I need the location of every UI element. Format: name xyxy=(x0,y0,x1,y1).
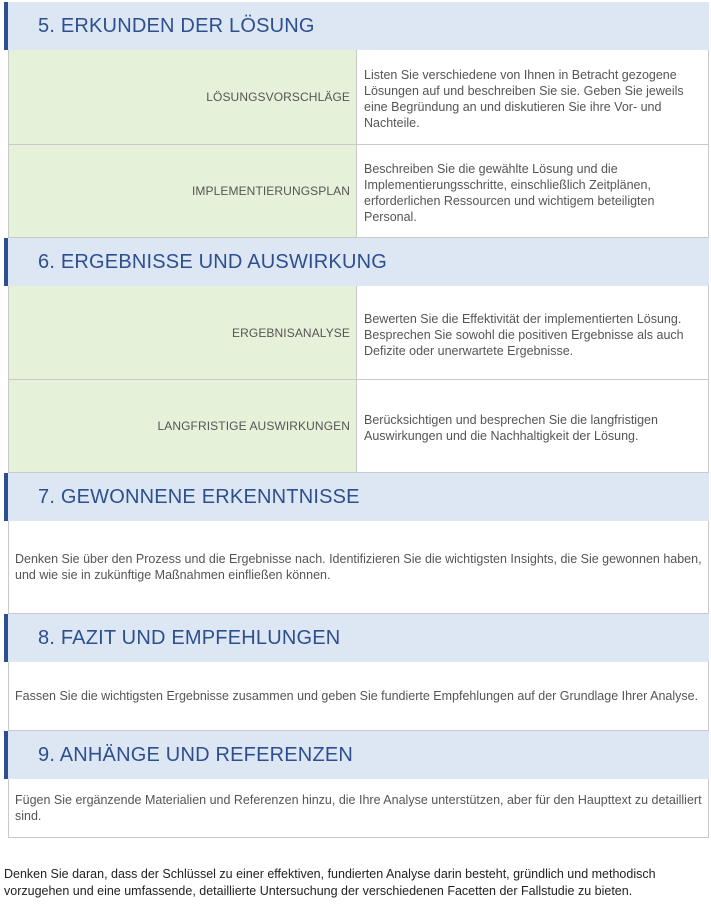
table-row-langfristige-auswirkungen xyxy=(8,380,709,473)
section-title-6: 6. ERGEBNISSE UND AUSWIRKUNG xyxy=(38,250,387,273)
section-header-6 xyxy=(4,238,709,286)
section-title-8: 8. FAZIT UND EMPFEHLUNGEN xyxy=(38,626,341,649)
section-title-7: 7. GEWONNENE ERKENNTNISSE xyxy=(38,485,360,508)
row-description: Beschreiben Sie die gewählte Lösung und die Implementierungsschritte, einschließlich Zeitplänen, erforderlichen Ressourcen und wichtigem beteiligten Personal. xyxy=(364,162,655,224)
section-header-7 xyxy=(4,473,709,521)
row-description: Bewerten Sie die Effektivität der implementierten Lösung. Besprechen Sie sowohl die positiven Ergebnisse als auch Defizite oder unerwartete Ergebnisse. xyxy=(364,311,684,358)
section-text-7: Denken Sie über den Prozess und die Ergebnisse nach. Identifizieren Sie die wichtigsten Insights, die Sie gewonnen haben, und wie sie in zukünftige Maßnahmen einfließen können. xyxy=(8,521,709,614)
table-row-ergebnisanalyse xyxy=(8,286,709,380)
row-label: IMPLEMENTIERUNGSPLAN xyxy=(9,145,357,237)
closing-note: Denken Sie daran, dass der Schlüssel zu einer effektiven, fundierten Analyse darin besteht, gründlich und methodisch vorzugehen und eine umfassende, detaillierte Untersuchung der verschiedenen Facetten der Fallstudie zu bieten. xyxy=(4,867,656,898)
table-row-loesungsvorschlaege xyxy=(8,50,709,145)
row-label: ERGEBNISANALYSE xyxy=(9,286,357,379)
section-header-9 xyxy=(4,731,709,779)
section-header-8 xyxy=(4,614,709,662)
row-description: Berücksichtigen und besprechen Sie die langfristigen Auswirkungen und die Nachhaltigkeit der Lösung. xyxy=(364,413,658,443)
table-row-implementierungsplan xyxy=(8,145,709,238)
section-text-9: Fügen Sie ergänzende Materialien und Referenzen hinzu, die Ihre Analyse unterstützen, aber für den Haupttext zu detailliert sind. xyxy=(8,779,709,838)
section-header-5 xyxy=(4,2,709,50)
section-title-9: 9. ANHÄNGE UND REFERENZEN xyxy=(38,743,354,766)
row-description: Listen Sie verschiedene von Ihnen in Betracht gezogene Lösungen auf und beschreiben Sie sie. Geben Sie jeweils eine Begründung an und diskutieren Sie ihre Vor- und Nachteile. xyxy=(364,68,684,130)
section-text-8: Fassen Sie die wichtigsten Ergebnisse zusammen und geben Sie fundierte Empfehlungen auf der Grundlage Ihrer Analyse. xyxy=(8,662,709,731)
row-label: LANGFRISTIGE AUSWIRKUNGEN xyxy=(9,380,357,472)
row-label: LÖSUNGSVORSCHLÄGE xyxy=(9,50,357,144)
section-title-5: 5. ERKUNDEN DER LÖSUNG xyxy=(38,14,315,37)
